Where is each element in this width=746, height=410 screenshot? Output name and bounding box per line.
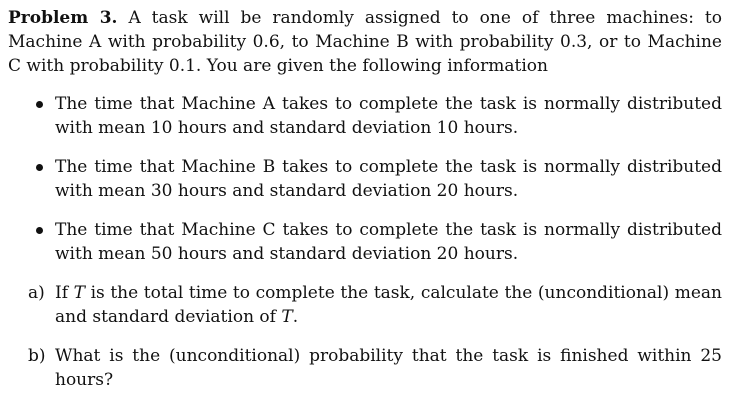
- bullet-dot-icon: [36, 227, 43, 234]
- info-bullet-machine-c: [8, 218, 722, 266]
- question-b: [8, 344, 722, 392]
- question-a: [8, 281, 722, 329]
- question-list: [8, 281, 722, 392]
- variable-t: T: [73, 283, 85, 303]
- question-a-label: a): [28, 283, 45, 303]
- bullet-dot-icon: [36, 101, 43, 108]
- info-bullet-machine-a: [8, 92, 722, 140]
- info-bullet-list: [8, 92, 722, 266]
- question-b-label: b): [28, 346, 46, 366]
- question-b-text: What is the (unconditional) probability that the task is finished within 25 hours?: [55, 346, 722, 390]
- question-a-part2: is the total time to complete the task, calculate the (unconditional) mean and standard deviation of: [55, 283, 722, 327]
- question-a-part1: If: [55, 283, 74, 303]
- problem-intro-text: A task will be randomly assigned to one of three machines: to Machine A with probability 0.6, to Machine B with probability 0.3, or to Machine C with probability 0.1. You are given the following information: [8, 8, 722, 76]
- problem-label: Problem 3.: [8, 8, 118, 28]
- info-bullet-machine-b: [8, 155, 722, 203]
- info-bullet-text: The time that Machine C takes to complete the task is normally distributed with mean 50 hours and standard deviation 20 hours.: [55, 220, 722, 264]
- question-a-text: [55, 283, 722, 327]
- question-a-part3: .: [292, 307, 299, 327]
- problem-intro: [8, 6, 722, 78]
- info-bullet-text: The time that Machine B takes to complete the task is normally distributed with mean 30 hours and standard deviation 20 hours.: [55, 157, 722, 201]
- variable-t: T: [281, 307, 293, 327]
- info-bullet-text: The time that Machine A takes to complete the task is normally distributed with mean 10 hours and standard deviation 10 hours.: [55, 94, 722, 138]
- bullet-dot-icon: [36, 164, 43, 171]
